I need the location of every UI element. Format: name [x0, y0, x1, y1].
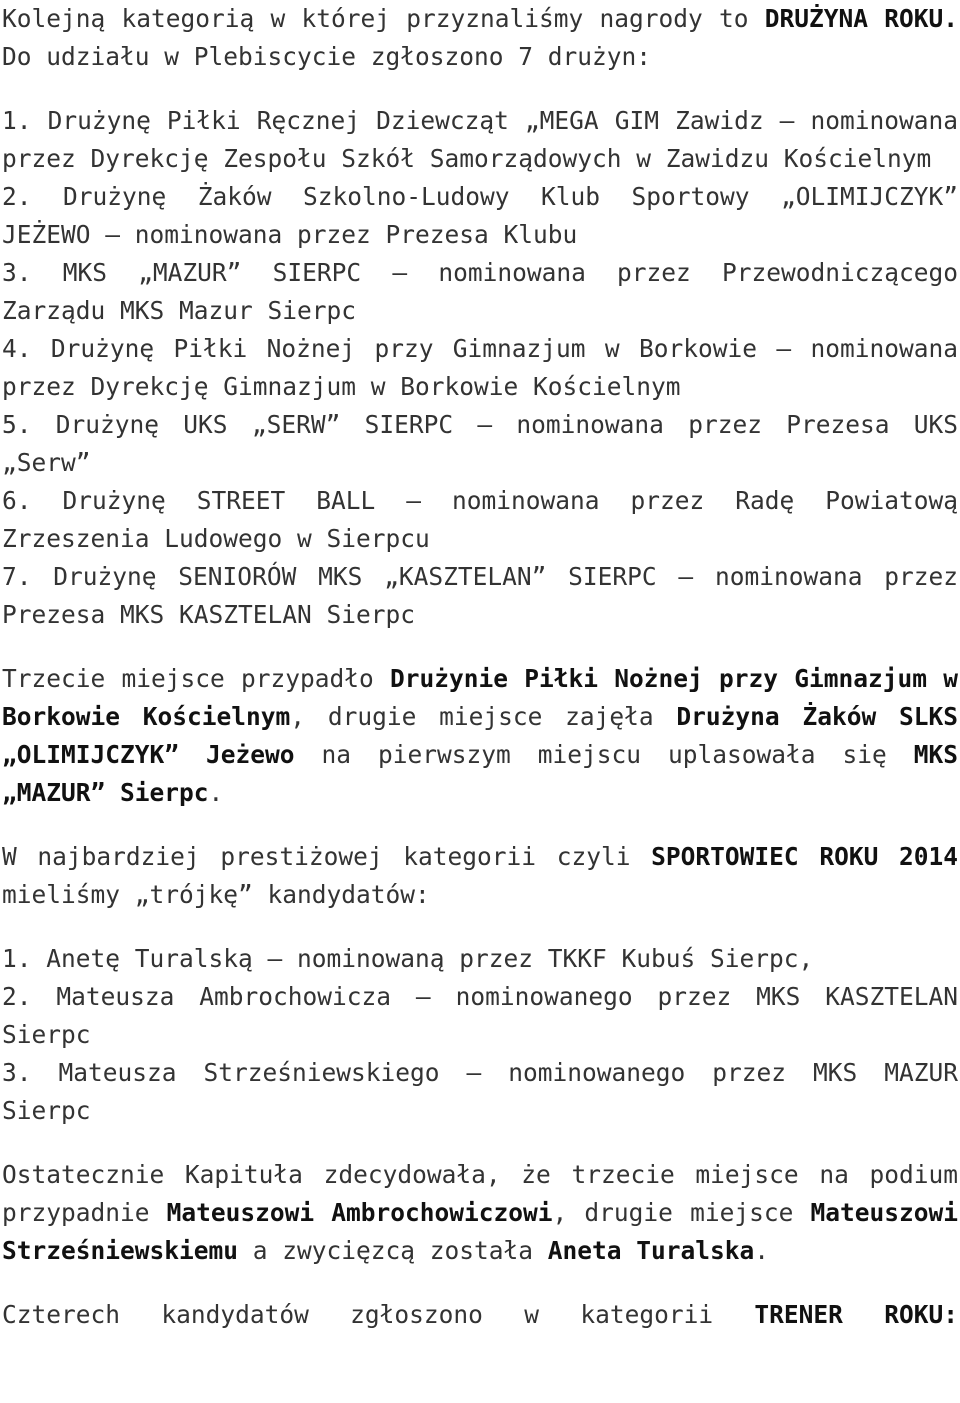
list-item: 6. Drużynę STREET BALL – nominowana przez Radę Powiatową Zrzeszenia Ludowego w Sierpcu — [2, 486, 958, 553]
athlete-second-place: Mateuszowi Strześniewskiemu — [2, 1198, 958, 1265]
coach-category-name: TRENER ROKU: — [754, 1300, 958, 1329]
athlete-winner: Aneta Turalska — [547, 1236, 755, 1265]
athlete-result-paragraph: Ostatecznie Kapituła zdecydowała, że trzecie miejsce na podium przypadnie Mateuszowi Ambrochowiczowi, drugie miejsce Mateuszowi Strześniewskiemu a zwycięzcą została Aneta Turalska. — [2, 1160, 958, 1265]
list-item: 1. Drużynę Piłki Ręcznej Dziewcząt „MEGA GIM Zawidz – nominowana przez Dyrekcję Zespołu Szkół Samorządowych w Zawidzu Kościelnym — [2, 106, 958, 173]
coach-intro-paragraph: Czterech kandydatów zgłoszono w kategorii TRENER ROKU: — [2, 1300, 958, 1329]
list-item: 4. Drużynę Piłki Nożnej przy Gimnazjum w Borkowie – nominowana przez Dyrekcję Gimnazjum w Borkowie Kościelnym — [2, 334, 958, 401]
list-item: 2. Drużynę Żaków Szkolno-Ludowy Klub Sportowy „OLIMIJCZYK” JEŻEWO – nominowana przez Prezesa Klubu — [2, 182, 958, 249]
team-category-name: DRUŻYNA ROKU. — [764, 4, 958, 33]
team-third-place: Drużynie Piłki Nożnej przy Gimnazjum w Borkowie Kościelnym — [2, 664, 958, 731]
team-first-place: MKS „MAZUR” Sierpc — [2, 740, 958, 807]
athlete-nominee-list — [2, 940, 958, 1130]
list-item: 3. MKS „MAZUR” SIERPC – nominowana przez Przewodniczącego Zarządu MKS Mazur Sierpc — [2, 258, 958, 325]
team-nominee-list — [2, 102, 958, 634]
athlete-intro-paragraph: W najbardziej prestiżowej kategorii czyli SPORTOWIEC ROKU 2014 mieliśmy „trójkę” kandydatów: — [2, 842, 958, 909]
list-item: 3. Mateusza Strześniewskiego – nominowanego przez MKS MAZUR Sierpc — [2, 1058, 958, 1125]
list-item: 7. Drużynę SENIORÓW MKS „KASZTELAN” SIERPC – nominowana przez Prezesa MKS KASZTELAN Sierpc — [2, 562, 958, 629]
athlete-third-place: Mateuszowi Ambrochowiczowi — [166, 1198, 553, 1227]
list-item: 1. Anetę Turalską – nominowaną przez TKKF Kubuś Sierpc, — [2, 944, 814, 973]
list-item: 5. Drużynę UKS „SERW” SIERPC – nominowana przez Prezesa UKS „Serw” — [2, 410, 958, 477]
team-second-place: Drużyna Żaków SLKS „OLIMIJCZYK” Jeżewo — [2, 702, 958, 769]
list-item: 2. Mateusza Ambrochowicza – nominowanego przez MKS KASZTELAN Sierpc — [2, 982, 958, 1049]
athlete-category-name: SPORTOWIEC ROKU 2014 — [651, 842, 958, 871]
team-result-paragraph: Trzecie miejsce przypadło Drużynie Piłki Nożnej przy Gimnazjum w Borkowie Kościelnym, drugie miejsce zajęła Drużyna Żaków SLKS „OLIMIJCZYK” Jeżewo na pierwszym miejscu uplasowała się MKS „MAZUR” Sierpc. — [2, 664, 958, 807]
team-intro-paragraph: Kolejną kategorią w której przyznaliśmy nagrody to DRUŻYNA ROKU. Do udziału w Plebiscycie zgłoszono 7 drużyn: — [2, 4, 958, 71]
